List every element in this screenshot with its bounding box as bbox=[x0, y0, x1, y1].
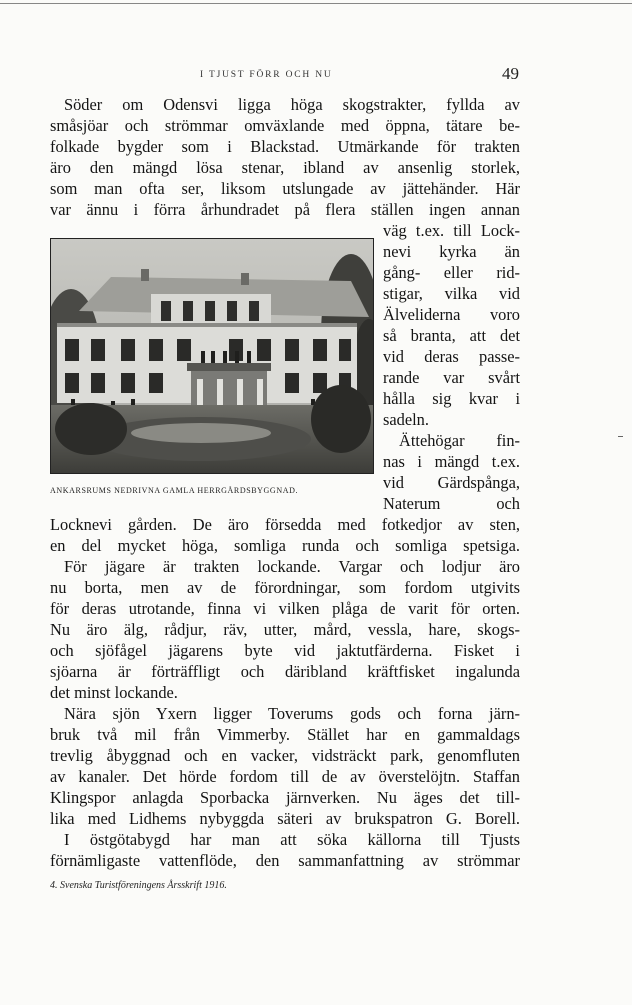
side-line: vid deras passe- bbox=[383, 347, 520, 366]
body-line: var ännu i förra århundradet på flera ställen ingen annan bbox=[50, 200, 520, 219]
body-line: För jägare är trakten lockande. Vargar och lodjur äro bbox=[64, 557, 520, 576]
top-edge-rule bbox=[0, 3, 632, 4]
body-line: trevlig åbyggnad och en vacker, vidsträckt park, genomfluten bbox=[50, 746, 520, 765]
side-line: Älveliderna voro bbox=[383, 305, 520, 324]
body-line: för deras utrotande, finna vi vilken plåga de varit för orten. bbox=[50, 599, 520, 618]
body-line: Klingspor anlagda Sporbacka järnverken. Nu äges det till- bbox=[50, 788, 520, 807]
manor-house-photo-icon bbox=[51, 239, 373, 473]
side-line: Ättehögar fin- bbox=[399, 431, 520, 450]
page-number: 49 bbox=[502, 64, 519, 83]
side-line: rande var svårt bbox=[383, 368, 520, 387]
footnote-signature: 4. Svenska Turistföreningens Årsskrift 1916. bbox=[50, 880, 227, 891]
side-line: så branta, att det bbox=[383, 326, 520, 345]
margin-mark bbox=[618, 436, 623, 437]
body-line: Söder om Odensvi ligga höga skogstrakter, fyllda av bbox=[64, 95, 520, 114]
side-line: väg t.ex. till Lock- bbox=[383, 221, 520, 240]
figure-caption: ANKARSRUMS NEDRIVNA GAMLA HERRGÅRDSBYGGNAD. bbox=[50, 486, 299, 495]
body-line: nu borta, men av de förordningar, som fordom utgivits bbox=[50, 578, 520, 597]
side-line: hålla sig kvar i bbox=[383, 389, 520, 408]
manor-house-photo bbox=[50, 238, 374, 474]
side-line: nas i mängd t.ex. bbox=[383, 452, 520, 471]
body-line: förnämligaste vattenflöde, den sammanfattning av strömmar bbox=[50, 851, 520, 870]
body-line: Nära sjön Yxern ligger Toverums gods och forna järn- bbox=[64, 704, 520, 723]
side-line: Naterum och bbox=[383, 494, 520, 513]
body-line: en del mycket höga, somliga runda och somliga spetsiga. bbox=[50, 536, 520, 555]
body-line: Nu äro älg, rådjur, räv, utter, mård, vessla, hare, skogs- bbox=[50, 620, 520, 639]
body-line: sjöarna är förträffligt och däribland kräftfisket ingalunda bbox=[50, 662, 520, 681]
side-line: stigar, vilka vid bbox=[383, 284, 520, 303]
body-line: av kanaler. Det hörde fordom till de av överstelöjtn. Staffan bbox=[50, 767, 520, 786]
body-line: och sjöfågel jägarens byte vid jaktutfärderna. Fisket i bbox=[50, 641, 520, 660]
body-line: småsjöar och strömmar omväxlande med öppna, tätare be- bbox=[50, 116, 520, 135]
body-line: bruk två mil från Vimmerby. Stället har en gammaldags bbox=[50, 725, 520, 744]
side-line: gång- eller rid- bbox=[383, 263, 520, 282]
running-head: I TJUST FÖRR OCH NU bbox=[200, 70, 333, 80]
body-line: äro den mängd lösa stenar, ibland av ansenlig storlek, bbox=[50, 158, 520, 177]
body-line: folkade bygder som i Blackstad. Utmärkande för trakten bbox=[50, 137, 520, 156]
body-line: lika med Lidhems nybyggda säteri av brukspatron G. Borell. bbox=[50, 809, 520, 828]
body-line: Locknevi gården. De äro försedda med fotkedjor av sten, bbox=[50, 515, 520, 534]
body-line: det minst lockande. bbox=[50, 683, 178, 702]
body-line: som man ofta ser, liksom utslungade av jättehänder. Här bbox=[50, 179, 520, 198]
side-line: vid Gärdspånga, bbox=[383, 473, 520, 492]
side-line: sadeln. bbox=[383, 410, 429, 429]
body-line: I östgötabygd har man att söka källorna till Tjusts bbox=[64, 830, 520, 849]
side-line: nevi kyrka än bbox=[383, 242, 520, 261]
